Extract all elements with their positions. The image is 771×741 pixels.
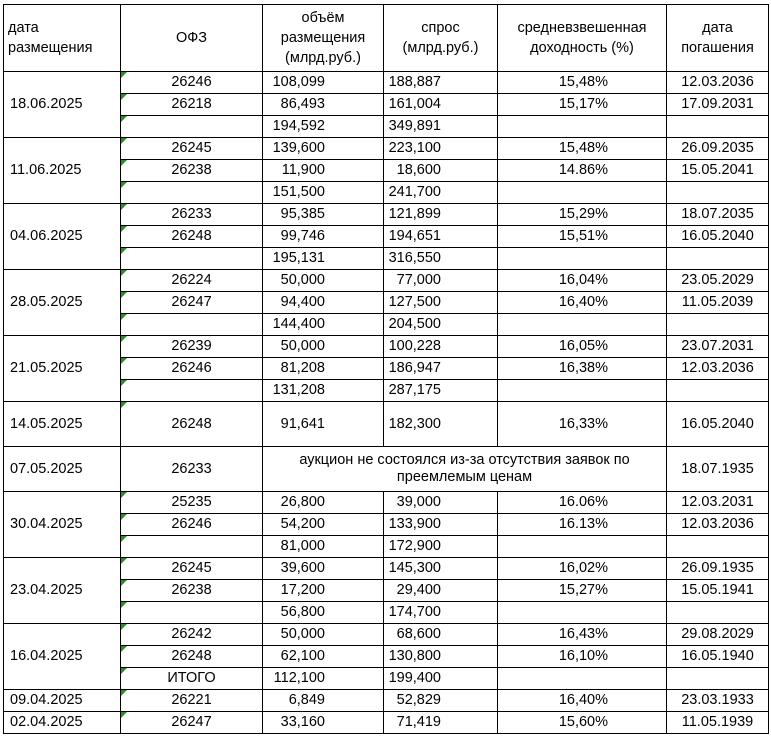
yield-cell: 16,43% xyxy=(498,624,667,646)
volume-cell: 99,746 xyxy=(263,226,384,248)
yield-cell: 14.86% xyxy=(498,160,667,182)
ofz-code: 26233 xyxy=(121,447,263,492)
demand-cell: 127,500 xyxy=(384,292,498,314)
yield-cell: 16,38% xyxy=(498,358,667,380)
ofz-code: 26245 xyxy=(121,138,263,160)
auction-date: 16.04.2025 xyxy=(4,624,121,690)
total-label xyxy=(121,380,263,402)
volume-cell: 39,600 xyxy=(263,558,384,580)
total-demand: 199,400 xyxy=(384,668,498,690)
total-demand: 316,550 xyxy=(384,248,498,270)
table-row xyxy=(4,270,769,292)
volume-cell: 81,208 xyxy=(263,358,384,380)
yield-cell: 15,51% xyxy=(498,226,667,248)
demand-cell: 77,000 xyxy=(384,270,498,292)
demand-cell: 29,400 xyxy=(384,580,498,602)
total-demand: 241,700 xyxy=(384,182,498,204)
yield-cell: 15,27% xyxy=(498,580,667,602)
maturity-cell: 16.05.2040 xyxy=(667,226,769,248)
demand-cell: 100,228 xyxy=(384,336,498,358)
volume-cell: 62,100 xyxy=(263,646,384,668)
demand-cell: 68,600 xyxy=(384,624,498,646)
ofz-code: 26233 xyxy=(121,204,263,226)
auction-date: 11.06.2025 xyxy=(4,138,121,204)
ofz-code: 26218 xyxy=(121,94,263,116)
total-demand: 172,900 xyxy=(384,536,498,558)
maturity-cell: 11.05.2039 xyxy=(667,292,769,314)
table-row xyxy=(4,402,769,447)
header-maturity: дата погашения xyxy=(667,5,769,72)
auction-date: 21.05.2025 xyxy=(4,336,121,402)
ofz-code: 25235 xyxy=(121,492,263,514)
total-label xyxy=(121,536,263,558)
total-label xyxy=(121,314,263,336)
total-volume: 56,800 xyxy=(263,602,384,624)
maturity-cell: 17.09.2031 xyxy=(667,94,769,116)
maturity-cell: 15.05.1941 xyxy=(667,580,769,602)
maturity-cell: 18.07.2035 xyxy=(667,204,769,226)
maturity-cell: 23.07.2031 xyxy=(667,336,769,358)
volume-cell: 139,600 xyxy=(263,138,384,160)
total-label xyxy=(121,182,263,204)
ofz-code: 26248 xyxy=(121,226,263,248)
volume-cell: 50,000 xyxy=(263,270,384,292)
ofz-code: 26247 xyxy=(121,712,263,734)
table-row xyxy=(4,712,769,734)
auction-date: 30.04.2025 xyxy=(4,492,121,558)
demand-cell: 188,887 xyxy=(384,72,498,94)
yield-cell: 16,10% xyxy=(498,646,667,668)
table-row xyxy=(4,624,769,646)
ofz-code: 26224 xyxy=(121,270,263,292)
volume-cell: 54,200 xyxy=(263,514,384,536)
volume-cell: 33,160 xyxy=(263,712,384,734)
volume-cell: 91,641 xyxy=(263,402,384,447)
yield-cell: 15,60% xyxy=(498,712,667,734)
ofz-code: 26245 xyxy=(121,558,263,580)
maturity-cell: 29.08.2029 xyxy=(667,624,769,646)
auction-date: 14.05.2025 xyxy=(4,402,121,447)
auction-date: 04.06.2025 xyxy=(4,204,121,270)
table-row xyxy=(4,336,769,358)
demand-cell: 186,947 xyxy=(384,358,498,380)
maturity-cell: 12.03.2031 xyxy=(667,492,769,514)
maturity-cell: 18.07.1935 xyxy=(667,447,769,492)
demand-cell: 223,100 xyxy=(384,138,498,160)
volume-cell: 50,000 xyxy=(263,336,384,358)
yield-cell: 16,33% xyxy=(498,402,667,447)
ofz-code: 26246 xyxy=(121,514,263,536)
volume-cell: 6,849 xyxy=(263,690,384,712)
table-row xyxy=(4,204,769,226)
demand-cell: 145,300 xyxy=(384,558,498,580)
auction-date: 02.04.2025 xyxy=(4,712,121,734)
auction-date: 18.06.2025 xyxy=(4,72,121,138)
demand-cell: 182,300 xyxy=(384,402,498,447)
maturity-cell: 26.09.1935 xyxy=(667,558,769,580)
volume-cell: 50,000 xyxy=(263,624,384,646)
ofz-auctions-table xyxy=(3,4,769,734)
volume-cell: 86,493 xyxy=(263,94,384,116)
yield-cell: 16,02% xyxy=(498,558,667,580)
maturity-cell: 16.05.1940 xyxy=(667,646,769,668)
yield-cell: 16.06% xyxy=(498,492,667,514)
ofz-code: 26248 xyxy=(121,646,263,668)
total-label xyxy=(121,248,263,270)
yield-cell: 16.13% xyxy=(498,514,667,536)
table-row xyxy=(4,138,769,160)
header-ofz: ОФЗ xyxy=(121,5,263,72)
total-label xyxy=(121,602,263,624)
yield-cell: 15,29% xyxy=(498,204,667,226)
header-yield: средневзвешенная доходность (%) xyxy=(498,5,667,72)
ofz-code: 26247 xyxy=(121,292,263,314)
ofz-code: 26238 xyxy=(121,580,263,602)
maturity-cell: 12.03.2036 xyxy=(667,358,769,380)
volume-cell: 11,900 xyxy=(263,160,384,182)
volume-cell: 95,385 xyxy=(263,204,384,226)
ofz-code: 26248 xyxy=(121,402,263,447)
ofz-code: 26221 xyxy=(121,690,263,712)
ofz-code: 26246 xyxy=(121,72,263,94)
volume-cell: 94,400 xyxy=(263,292,384,314)
volume-cell: 17,200 xyxy=(263,580,384,602)
demand-cell: 133,900 xyxy=(384,514,498,536)
demand-cell: 52,829 xyxy=(384,690,498,712)
auction-date: 23.04.2025 xyxy=(4,558,121,624)
total-volume: 131,208 xyxy=(263,380,384,402)
header-row xyxy=(4,5,769,72)
table-row xyxy=(4,72,769,94)
demand-cell: 18,600 xyxy=(384,160,498,182)
total-volume: 81,000 xyxy=(263,536,384,558)
total-label xyxy=(121,116,263,138)
maturity-cell: 15.05.2041 xyxy=(667,160,769,182)
maturity-cell: 23.05.2029 xyxy=(667,270,769,292)
yield-cell: 16,40% xyxy=(498,690,667,712)
total-volume: 151,500 xyxy=(263,182,384,204)
yield-cell: 16,40% xyxy=(498,292,667,314)
total-demand: 349,891 xyxy=(384,116,498,138)
total-demand: 204,500 xyxy=(384,314,498,336)
yield-cell: 15,17% xyxy=(498,94,667,116)
demand-cell: 39,000 xyxy=(384,492,498,514)
ofz-code: 26238 xyxy=(121,160,263,182)
auction-date: 07.05.2025 xyxy=(4,447,121,492)
yield-cell: 16,05% xyxy=(498,336,667,358)
ofz-code: 26246 xyxy=(121,358,263,380)
volume-cell: 108,099 xyxy=(263,72,384,94)
total-volume: 195,131 xyxy=(263,248,384,270)
yield-cell: 15,48% xyxy=(498,72,667,94)
table-row xyxy=(4,690,769,712)
total-volume: 112,100 xyxy=(263,668,384,690)
maturity-cell: 12.03.2036 xyxy=(667,514,769,536)
maturity-cell: 11.05.1939 xyxy=(667,712,769,734)
maturity-cell: 16.05.2040 xyxy=(667,402,769,447)
maturity-cell: 12.03.2036 xyxy=(667,72,769,94)
yield-cell: 16,04% xyxy=(498,270,667,292)
table-row xyxy=(4,492,769,514)
maturity-cell: 26.09.2035 xyxy=(667,138,769,160)
header-date: дата размещения xyxy=(4,5,121,72)
demand-cell: 121,899 xyxy=(384,204,498,226)
auction-date: 09.04.2025 xyxy=(4,690,121,712)
demand-cell: 71,419 xyxy=(384,712,498,734)
total-volume: 144,400 xyxy=(263,314,384,336)
yield-cell: 15,48% xyxy=(498,138,667,160)
demand-cell: 194,651 xyxy=(384,226,498,248)
total-label: ИТОГО xyxy=(121,668,263,690)
failed-auction-row xyxy=(4,447,769,492)
auction-failed-message: аукцион не состоялся из-за отсутствия заявок по преемлемым ценам xyxy=(263,447,667,492)
total-volume: 194,592 xyxy=(263,116,384,138)
header-volume: объём размещения (млрд.руб.) xyxy=(263,5,384,72)
demand-cell: 161,004 xyxy=(384,94,498,116)
total-demand: 287,175 xyxy=(384,380,498,402)
table-row xyxy=(4,558,769,580)
volume-cell: 26,800 xyxy=(263,492,384,514)
auction-date: 28.05.2025 xyxy=(4,270,121,336)
total-demand: 174,700 xyxy=(384,602,498,624)
maturity-cell: 23.03.1933 xyxy=(667,690,769,712)
header-demand: спрос (млрд.руб.) xyxy=(384,5,498,72)
ofz-code: 26242 xyxy=(121,624,263,646)
demand-cell: 130,800 xyxy=(384,646,498,668)
ofz-code: 26239 xyxy=(121,336,263,358)
